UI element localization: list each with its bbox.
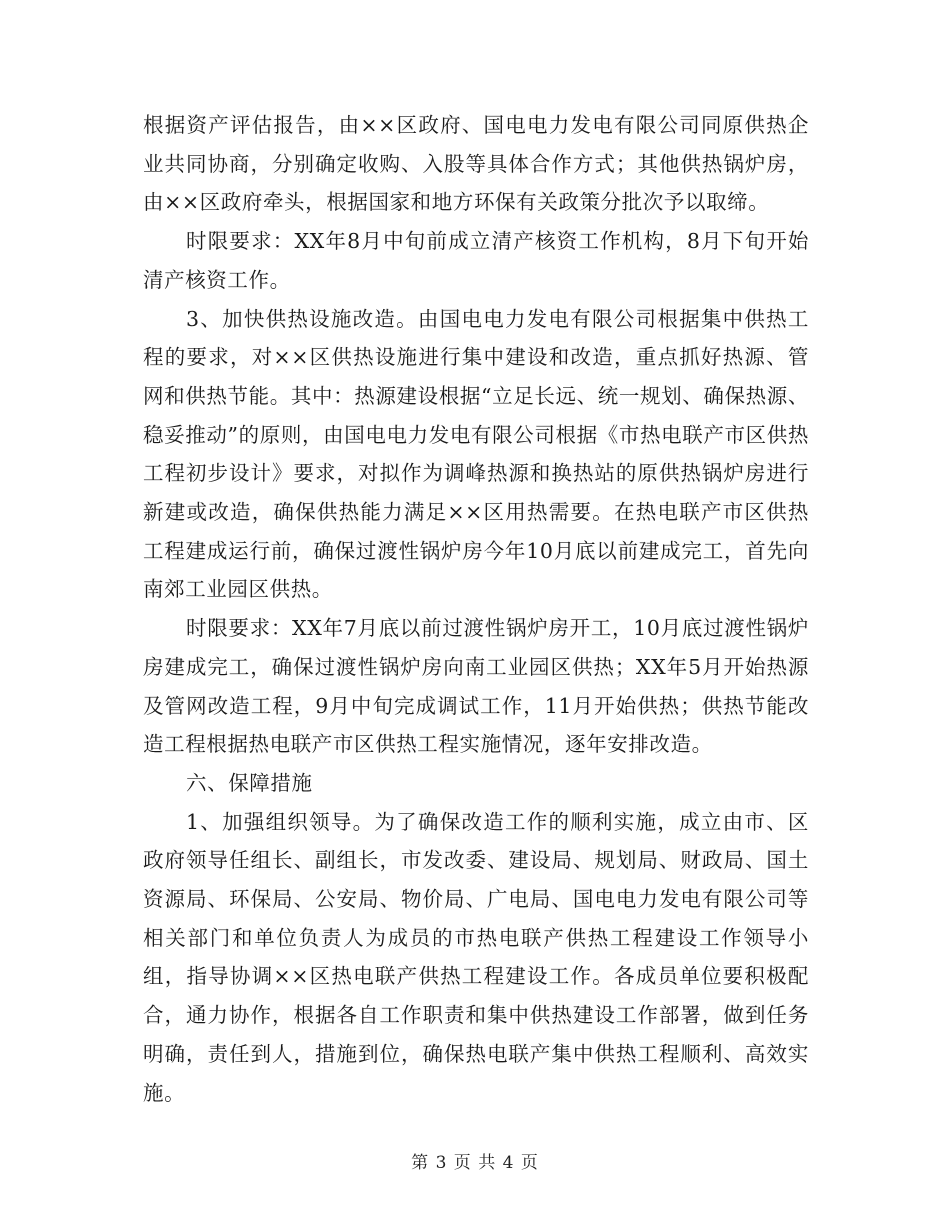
section-heading-safeguards: 六、保障措施 [186,770,313,795]
paragraph-heating-facility: 3、加快供热设施改造。由国电电力发电有限公司根据集中供热工程的要求，对××区供热设施进行集中建设和改造，重点抓好热源、管网和供热节能。其中：热源建设根据“立足长远、统一规划、确保热源、稳妥推动”的原则，由国电电力发电有限公司根据《市热电联产市区供热工程初步设计》要求，对拟作为调峰热源和换热站的原供热锅炉房进行新建或改造，确保供热能力满足××区用热需要。在热电联产市区供热工程建成运行前，确保过渡性锅炉房今年10月底以前建成完工，首先向南郊工业园区供热。 [143,306,809,602]
paragraph-deadline-1: 时限要求：XX年8月中旬前成立清产核资工作机构，8月下旬开始清产核资工作。 [143,229,809,292]
paragraph-continuation: 根据资产评估报告，由××区政府、国电电力发电有限公司同原供热企业共同协商，分别确定收购、入股等具体合作方式；其他供热锅炉房，由××区政府牵头，根据国家和地方环保有关政策分批次予以取缔。 [143,113,809,215]
document-body [143,106,809,1112]
paragraph-deadline-2: 时限要求：XX年7月底以前过渡性锅炉房开工，10月底过渡性锅炉房建成完工，确保过渡性锅炉房向南工业园区供热；XX年5月开始热源及管网改造工程，9月中旬完成调试工作，11月开始供热；供热节能改造工程根据热电联产市区供热工程实施情况，逐年安排改造。 [143,616,809,757]
page-number-footer: 第 3 页 共 4 页 [411,1153,539,1173]
paragraph-organization: 1、加强组织领导。为了确保改造工作的顺利实施，成立由市、区政府领导任组长、副组长，市发改委、建设局、规划局、财政局、国土资源局、环保局、公安局、物价局、广电局、国电电力发电有限公司等相关部门和单位负责人为成员的市热电联产供热工程建设工作领导小组，指导协调××区热电联产供热工程建设工作。各成员单位要积极配合，通力协作，根据各自工作职责和集中供热建设工作部署，做到任务明确，责任到人，措施到位，确保热电联产集中供热工程顺利、高效实施。 [143,809,809,1105]
